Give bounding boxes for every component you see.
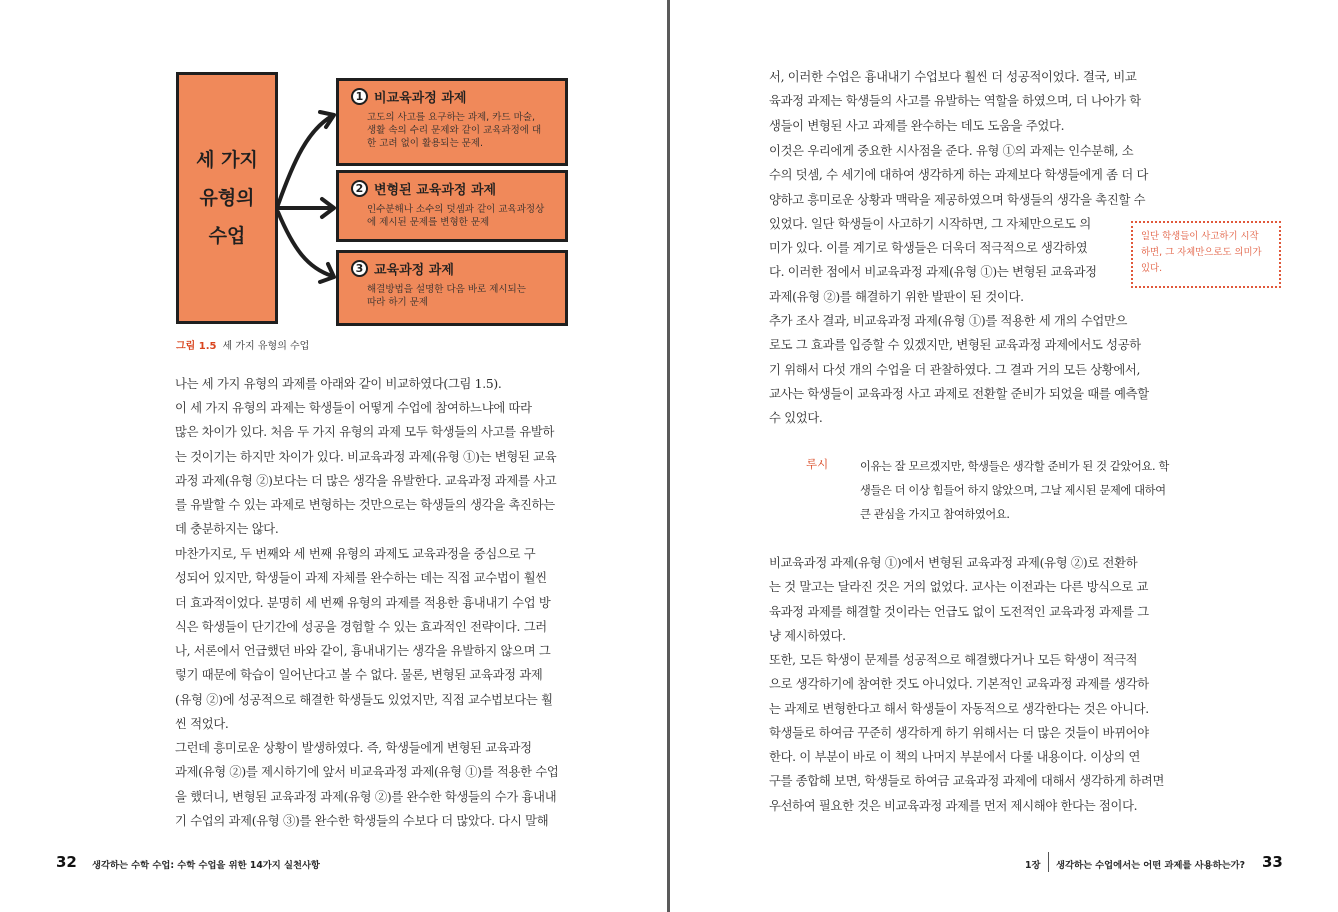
number-circle-icon: 3 (351, 260, 368, 277)
paragraph: 추가 조사 결과, 비교육과정 과제(유형 ①)를 적용한 세 개의 수업만으 로도 그 효과를 입증할 수 있겠지만, 변형된 교육과정 과제에서도 성공하 기 위해서 다섯 개의 수업을 더 관찰하였다. 그 결과 거의 모든 상황에서, 교사는 학생들이 교육과정 사고 과제로 전환할 준비가 되었을 때를 예측할 수 있었다. (769, 314, 1149, 426)
figure-caption-label: 그림 1.5 (176, 341, 217, 352)
figure-main-label: 세 가지 유형의 수업 (196, 149, 258, 247)
figure-caption-text: 세 가지 유형의 수업 (222, 341, 310, 352)
figure-box-body: 고도의 사고를 요구하는 과제, 카드 마술, 생활 속의 수리 문제와 같이 교육과정에 대 한 고려 없이 활용되는 문제. (367, 112, 542, 149)
figure-box-body: 인수분해나 소수의 덧셈과 같이 교육과정상 에 제시된 문제를 변형한 문제 (367, 204, 545, 228)
number-circle-icon: 2 (351, 180, 368, 197)
page-number: 32 (56, 853, 77, 871)
figure-box-title: 변형된 교육과정 과제 (374, 183, 497, 198)
paragraph: 이것은 우리에게 중요한 시사점을 준다. 유형 ①의 과제는 인수분해, 소 수의 덧셈, 수 세기에 대하여 생각하게 하는 과제보다 학생들에게 좀 더 다 양하고 흥미로운 상황과 맥락을 제공하였으며 학생들의 생각을 촉진할 수 있었다. 일단 학생들이 사고하기 시작하면, 그 자체만으로도 의 미가 있다. 이를 계기로 학생들은 더욱더 적극적으로 생각하였 다. 이러한 점에서 비교육과정 과제(유형 ①)는 변형된 교육과정 과제(유형 ②)를 해결하기 위한 발판이 된 것이다. (769, 144, 1149, 304)
running-title: 생각하는 수학 수업: 수학 수업을 위한 14가지 실천사항 (92, 860, 320, 871)
running-title: 생각하는 수업에서는 어떤 과제를 사용하는가? (1056, 860, 1245, 871)
paragraph: 나는 세 가지 유형의 과제를 아래와 같이 비교하였다(그림 1.5). (175, 377, 502, 391)
quote-speaker: 루시 (806, 457, 829, 471)
number-circle-icon: 1 (351, 88, 368, 105)
paragraph: 그런데 흥미로운 상황이 발생하였다. 즉, 학생들에게 변형된 교육과정 과제(유형 ②)를 제시하기에 앞서 비교육과정 과제(유형 ①)를 적용한 수업 을 했더니, 변형된 교육과정 과제(유형 ②)를 완수한 학생들의 수가 흉내내 기 수업의 과제(유형 ③)를 완수한 학생들의 수보다 더 많았다. 다시 말해 (175, 741, 559, 828)
figure-box-title: 교육과정 과제 (374, 263, 454, 278)
quote-text: 이유는 잘 모르겠지만, 학생들은 생각할 준비가 된 것 같았어요. 학 생들은 더 이상 힘들어 하지 않았으며, 그날 제시된 문제에 대하여 큰 관심을 가지고 참여하였어요. (860, 460, 1170, 521)
paragraph: 서, 이러한 수업은 흉내내기 수업보다 훨씬 더 성공적이었다. 결국, 비교 육과정 과제는 학생들의 사고를 유발하는 역할을 하였으며, 더 나아가 학 생들이 변형된 사고 과제를 완수하는 데도 도움을 주었다. (769, 70, 1141, 133)
figure-box-body: 해결방법을 설명한 다음 바로 제시되는 따라 하기 문제 (367, 284, 526, 308)
side-note: 일단 학생들이 사고하기 시작 하면, 그 자체만으로도 의미가 있다. (1131, 221, 1281, 288)
page-number: 33 (1262, 853, 1283, 871)
paragraph: 마찬가지로, 두 번째와 세 번째 유형의 과제도 교육과정을 중심으로 구 성되어 있지만, 학생들이 과제 자체를 완수하는 데는 직접 교수법이 훨씬 더 효과적이었다. 분명히 세 번째 유형의 과제를 적용한 흉내내기 수업 방 식은 학생들이 단기간에 성공을 경험할 수 있는 효과적인 전략이다. 그러 나, 서론에서 언급했던 바와 같이, 흉내내기는 생각을 유발하지 않으며 그 렇기 때문에 학습이 일어난다고 볼 수 없다. 물론, 변형된 교육과정 과제 (유형 ②)에 성공적으로 해결한 학생들도 있었지만, 직접 교수법보다는 훨 씬 적었다. (175, 547, 553, 732)
figure-box-title: 비교육과정 과제 (374, 91, 467, 106)
paragraph: 비교육과정 과제(유형 ①)에서 변형된 교육과정 과제(유형 ②)로 전환하 는 것 말고는 달라진 것은 거의 없었다. 교사는 이전과는 다른 방식으로 교 육과정 과제를 해결할 것이라는 언급도 없이 도전적인 교육과정 과제를 그 냥 제시하였다. (769, 556, 1149, 643)
paragraph: 이 세 가지 유형의 과제는 학생들이 어떻게 수업에 참여하느냐에 따라 많은 차이가 있다. 처음 두 가지 유형의 과제 모두 학생들의 사고를 유발하 는 것이기는 하지만 차이가 있다. 비교육과정 과제(유형 ①)는 변형된 교육 과정 과제(유형 ②)보다는 더 많은 생각을 유발한다. 교육과정 과제를 사고 를 유발할 수 있는 과제로 변형하는 것만으로는 학생들의 생각을 촉진하는 데 충분하지는 않다. (175, 401, 557, 537)
footer-divider (1048, 852, 1049, 872)
chapter-label: 1장 (1025, 860, 1041, 871)
paragraph: 또한, 모든 학생이 문제를 성공적으로 해결했다거나 모든 학생이 적극적 으로 생각하기에 참여한 것도 아니었다. 기본적인 교육과정 과제를 생각하 는 과제로 변형한다고 해서 학생들이 자동적으로 생각한다는 것은 아니다. 학생들로 하여금 꾸준히 생각하게 하기 위해서는 더 많은 것들이 바뀌어야 한다. 이 부분이 바로 이 책의 나머지 부분에서 다룰 내용이다. 이상의 연 구를 종합해 보면, 학생들로 하여금 교육과정 과제에 대해서 생각하게 하려면 우선하여 필요한 것은 비교육과정 과제를 먼저 제시해야 한다는 점이다. (769, 653, 1165, 813)
